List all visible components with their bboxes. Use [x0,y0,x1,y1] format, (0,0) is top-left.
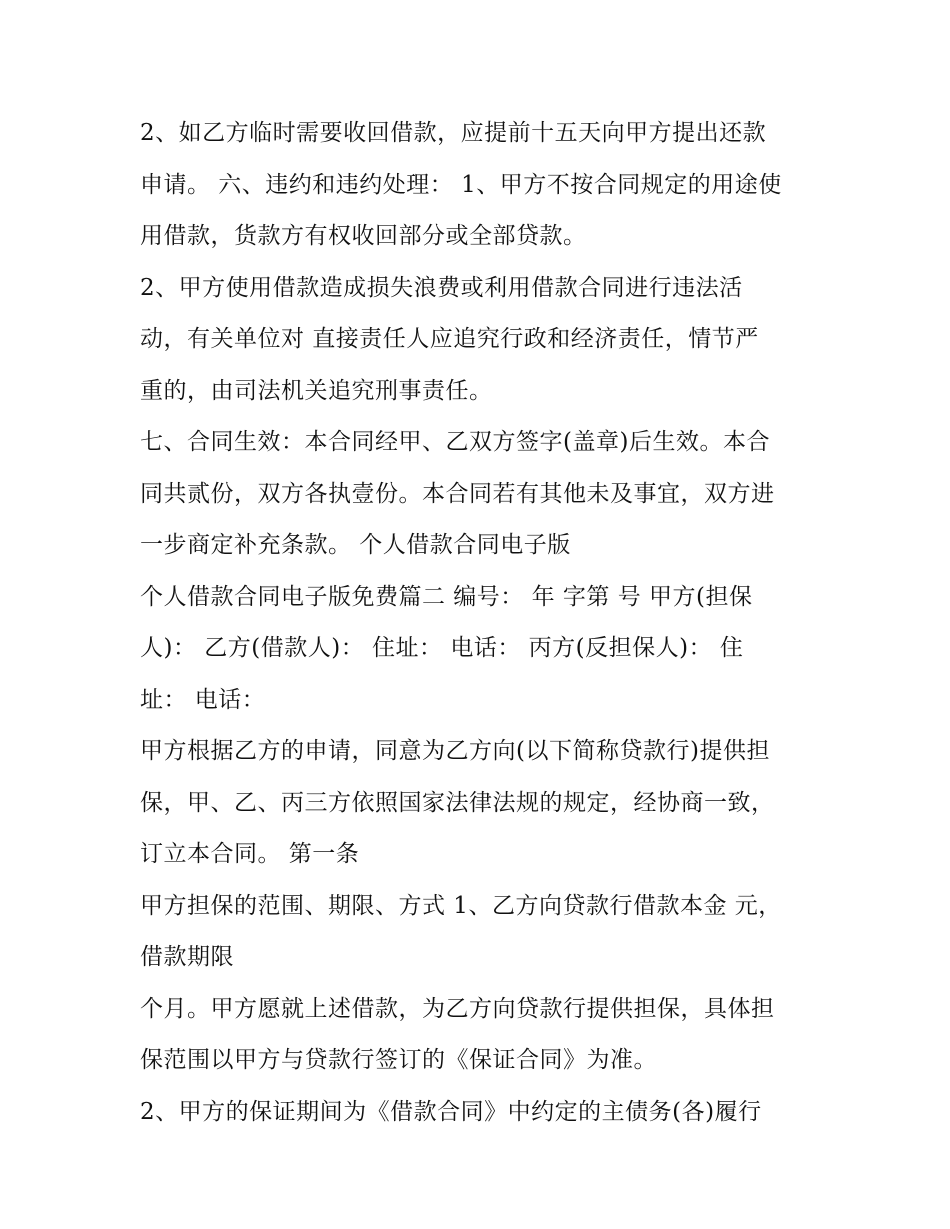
text-line: 保，甲、乙、丙三方依照国家法律法规的规定，经协商一致， [140,789,775,816]
text-line: 甲方根据乙方的申请，同意为乙方向(以下简称贷款行)提供担 [140,738,770,764]
text-line: 甲方担保的范围、期限、方式 1、乙方向贷款行借款本金 元， [140,892,782,919]
text-line: 个月。甲方愿就上述借款，为乙方向贷款行提供担保，具体担 [140,995,775,1022]
text-line: 址： 电话： [140,686,266,713]
text-line: 重的，由司法机关追究刑事责任。 [140,377,493,404]
text-line: 订立本合同。 第一条 [140,841,360,867]
text-line: 2、甲方使用借款造成损失浪费或利用借款合同进行违法活 [140,274,743,301]
text-line: 保范围以甲方与贷款行签订的《保证合同》为准。 [140,1047,657,1073]
text-line: 一步商定补充条款。 个人借款合同电子版 [140,532,571,558]
document-body [140,108,840,1138]
text-line: 个人借款合同电子版免费篇二 编号： 年 字第 号 甲方(担保 [140,583,753,610]
text-line: 七、合同生效：本合同经甲、乙双方签字(盖章)后生效。本合 [140,429,770,455]
text-line: 用借款，货款方有权收回部分或全部贷款。 [140,223,587,249]
text-line: 2、如乙方临时需要收回借款，应提前十五天向甲方提出还款 [140,120,767,146]
text-line: 借款期限 [140,944,234,970]
text-line: 2、甲方的保证期间为《借款合同》中约定的主债务(各)履行 [140,1098,762,1125]
text-line: 同共贰份，双方各执壹份。本合同若有其他未及事宜，双方进 [140,480,775,507]
text-line: 申请。 六、违约和违约处理： 1、甲方不按合同规定的用途使 [140,171,782,198]
text-line: 动，有关单位对 直接责任人应追究行政和经济责任，情节严 [140,326,759,352]
text-line: 人)： 乙方(借款人)： 住址： 电话： 丙方(反担保人)： 住 [140,635,744,661]
